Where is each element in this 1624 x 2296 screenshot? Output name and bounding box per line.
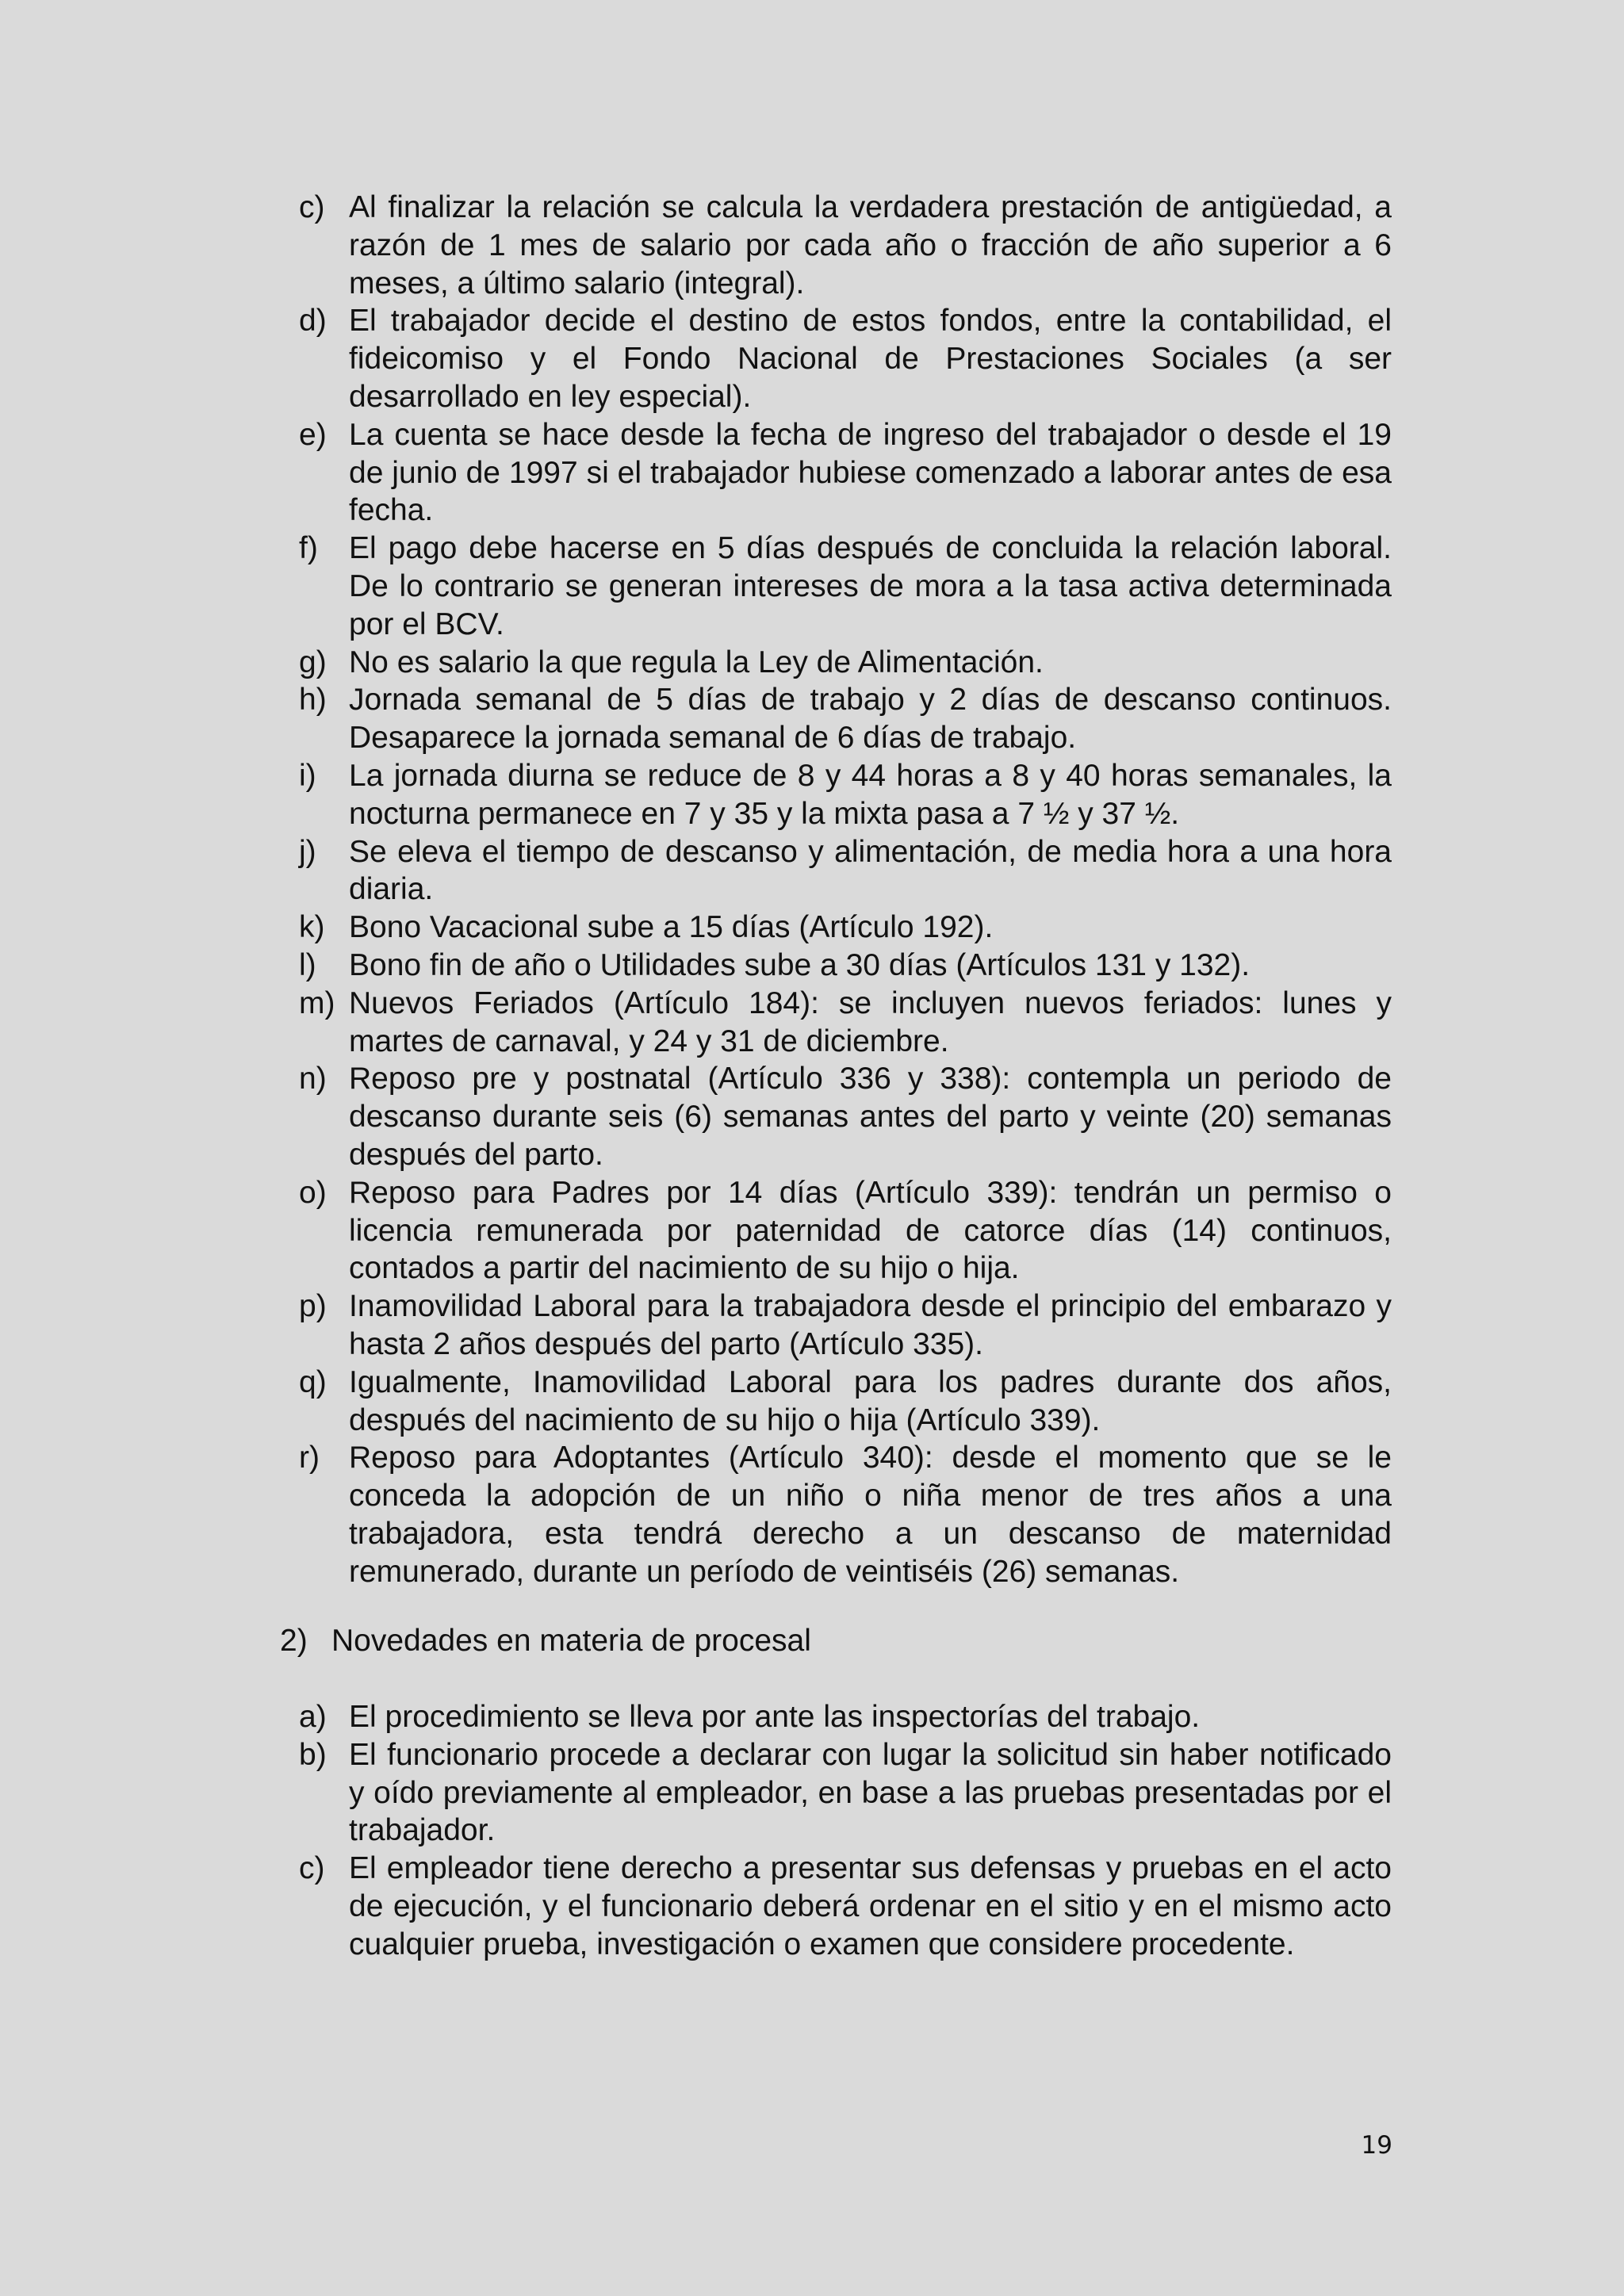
list-item-marker: j) <box>299 834 316 869</box>
list-item-marker: g) <box>299 645 327 679</box>
list-item-marker: p) <box>299 1289 327 1324</box>
list-item-marker: b) <box>299 1737 327 1772</box>
list-item <box>295 1174 1392 1288</box>
list-item-text: No es salario la que regula la Ley de Alimentación. <box>349 645 1044 679</box>
list-item-marker: a) <box>299 1700 327 1734</box>
list-item <box>295 1364 1392 1440</box>
list-item-text: Reposo pre y postnatal (Artículo 336 y 338): contempla un periodo de descanso durante seis (6) semanas antes del parto y veinte (20) semanas después del parto. <box>349 1062 1392 1172</box>
list-item-marker: d) <box>299 304 327 339</box>
list-item <box>295 189 1392 302</box>
list-item-text: Reposo para Padres por 14 días (Artículo 339): tendrán un permiso o licencia remunerada por paternidad de catorce días (14) continuos, contados a partir del nacimiento de su hijo o hija. <box>349 1175 1392 1286</box>
list-item <box>295 1060 1392 1173</box>
list-item-text: Se eleva el tiempo de descanso y alimentación, de media hora a una hora diaria. <box>349 834 1392 907</box>
list-item-text: Al finalizar la relación se calcula la verdadera prestación de antigüedad, a razón de 1 mes de salario por cada año o fracción de año superior a 6 meses, a último salario (integral). <box>349 190 1392 300</box>
section-number: 2) <box>280 1624 308 1658</box>
list-item <box>295 909 1392 947</box>
list-item-marker: h) <box>299 683 327 718</box>
list-item-marker: n) <box>299 1062 327 1096</box>
list-item-marker: l) <box>299 947 316 982</box>
list-item-text: El empleador tiene derecho a presentar sus defensas y pruebas en el acto de ejecución, y el funcionario deberá ordenar en el sitio y en el mismo acto cualquier prueba, investigación o examen que considere procedente. <box>349 1851 1392 1961</box>
list-item-text: Inamovilidad Laboral para la trabajadora desde el principio del embarazo y hasta 2 años después del parto (Artículo 335). <box>349 1289 1392 1361</box>
list-item <box>295 530 1392 643</box>
list-item-text: Nuevos Feriados (Artículo 184): se incluyen nuevos feriados: lunes y martes de carnaval, y 24 y 31 de diciembre. <box>349 985 1392 1058</box>
list-item-text: Igualmente, Inamovilidad Laboral para los padres durante dos años, después del nacimiento de su hijo o hija (Artículo 339). <box>349 1364 1392 1437</box>
list-item-marker: c) <box>299 190 325 224</box>
list-item-marker: k) <box>299 910 325 945</box>
list-item-text: La jornada diurna se reduce de 8 y 44 horas a 8 y 40 horas semanales, la nocturna permanece en 7 y 35 y la mixta pasa a 7 ½ y 37 ½. <box>349 758 1392 831</box>
list-item-marker: m) <box>299 985 335 1020</box>
list-item-marker: f) <box>299 531 318 566</box>
list-item <box>295 644 1392 682</box>
list-item-text: El trabajador decide el destino de estos fondos, entre la contabilidad, el fideicomiso y el Fondo Nacional de Prestaciones Sociales (a ser desarrollado en ley especial). <box>349 304 1392 414</box>
list-item <box>295 1850 1392 1963</box>
list-item <box>295 1288 1392 1364</box>
list-item <box>295 1439 1392 1590</box>
list-item-text: El funcionario procede a declarar con lugar la solicitud sin haber notificado y oído previamente al empleador, en base a las pruebas presentadas por el trabajador. <box>349 1737 1392 1848</box>
page-number: 19 <box>1361 2131 1392 2160</box>
list-item-text: La cuenta se hace desde la fecha de ingreso del trabajador o desde el 19 de junio de 1997 si el trabajador hubiese comenzado a laborar antes de esa fecha. <box>349 417 1392 528</box>
list-item-text: Reposo para Adoptantes (Artículo 340): desde el momento que se le conceda la adopción de un niño o niña menor de tres años a una trabajadora, esta tendrá derecho a un descanso de maternidad remunerado, durante un período de veintiséis (26) semanas. <box>349 1441 1392 1589</box>
section-heading <box>280 1622 811 1660</box>
list-item-marker: r) <box>299 1441 320 1475</box>
section-title: Novedades en materia de procesal <box>331 1624 811 1658</box>
list-item-text: Bono Vacacional sube a 15 días (Artículo 192). <box>349 910 994 945</box>
list-item <box>295 416 1392 530</box>
list-item <box>295 681 1392 757</box>
list-item-text: Jornada semanal de 5 días de trabajo y 2 días de descanso continuos. Desaparece la jornada semanal de 6 días de trabajo. <box>349 683 1392 756</box>
list-item-marker: e) <box>299 417 327 452</box>
list-item-marker: c) <box>299 1851 325 1886</box>
list-item-text: El pago debe hacerse en 5 días después de concluida la relación laboral. De lo contrario se generan intereses de mora a la tasa activa determinada por el BCV. <box>349 531 1392 641</box>
list-item <box>295 302 1392 415</box>
list-item-marker: q) <box>299 1364 327 1399</box>
list-item <box>295 985 1392 1061</box>
list-item <box>295 1698 1392 1736</box>
list-item <box>295 947 1392 985</box>
provisions-list <box>295 189 1392 1590</box>
list-item <box>295 1736 1392 1850</box>
procedural-list <box>295 1698 1392 1964</box>
list-item-text: El procedimiento se lleva por ante las inspectorías del trabajo. <box>349 1700 1201 1734</box>
list-item <box>295 757 1392 833</box>
list-item-text: Bono fin de año o Utilidades sube a 30 días (Artículos 131 y 132). <box>349 947 1251 982</box>
list-item-marker: o) <box>299 1175 327 1210</box>
list-item <box>295 833 1392 909</box>
list-item-marker: i) <box>299 758 316 793</box>
